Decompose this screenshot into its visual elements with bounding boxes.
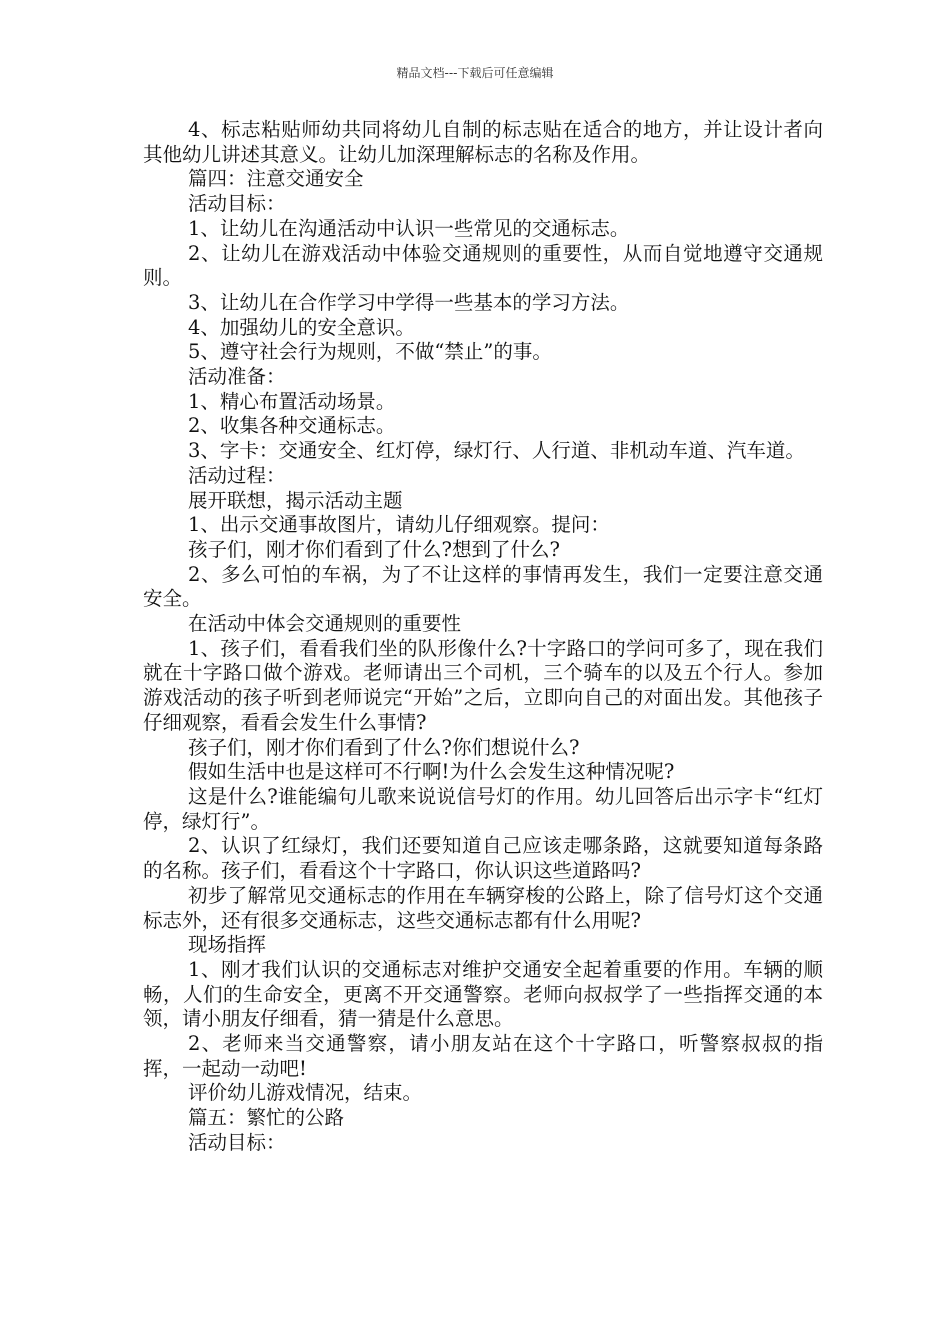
paragraph: 2、认识了红绿灯，我们还要知道自己应该走哪条路，这就要知道每条路的名称。孩子们，看看这个十字路口，你认识这些道路吗? — [143, 834, 823, 883]
paragraph: 假如生活中也是这样可不行啊!为什么会发生这种情况呢? — [188, 760, 675, 784]
page-header: 精品文档---下载后可任意编辑 — [396, 66, 554, 80]
section-heading: 篇四：注意交通安全 — [188, 167, 364, 191]
paragraph: 4、加强幼儿的安全意识。 — [188, 315, 415, 339]
paragraph: 2、收集各种交通标志。 — [188, 414, 396, 438]
paragraph: 3、字卡：交通安全、红灯停，绿灯行、人行道、非机动车道、汽车道。 — [188, 439, 805, 463]
subsection-heading: 活动准备： — [188, 365, 286, 389]
paragraph: 1、出示交通事故图片，请幼儿仔细观察。提问： — [188, 513, 610, 537]
subsection-heading: 活动目标： — [188, 192, 286, 216]
paragraph: 2、老师来当交通警察，请小朋友站在这个十字路口，听警察叔叔的指挥，一起动一动吧! — [143, 1032, 823, 1080]
paragraph: 3、让幼儿在合作学习中学得一些基本的学习方法。 — [188, 290, 630, 314]
paragraph: 5、遵守社会行为规则，不做“禁止”的事。 — [188, 340, 552, 364]
paragraph: 在活动中体会交通规则的重要性 — [188, 612, 462, 636]
section-heading: 篇五：繁忙的公路 — [188, 1106, 345, 1130]
paragraph: 1、精心布置活动场景。 — [188, 389, 396, 413]
paragraph: 孩子们，刚才你们看到了什么?想到了什么? — [188, 537, 560, 561]
paragraph: 展开联想，揭示活动主题 — [188, 488, 403, 512]
paragraph: 4、标志粘贴师幼共同将幼儿自制的标志贴在适合的地方，并让设计者向其他幼儿讲述其意义。让幼儿加深理解标志的名称及作用。 — [143, 118, 823, 166]
paragraph: 1、孩子们，看看我们坐的队形像什么?十字路口的学问可多了，现在我们就在十字路口做个游戏。老师请出三个司机，三个骑车的以及五个行人。参加游戏活动的孩子听到老师说完“开始”之后，立即向自己的对面出发。其他孩子仔细观察，看看会发生什么事情? — [143, 636, 823, 734]
subsection-heading: 活动过程： — [188, 463, 286, 487]
paragraph: 1、让幼儿在沟通活动中认识一些常见的交通标志。 — [188, 216, 630, 240]
paragraph: 2、多么可怕的车祸，为了不让这样的事情再发生，我们一定要注意交通安全。 — [143, 562, 823, 611]
paragraph: 2、让幼儿在游戏活动中体验交通规则的重要性，从而自觉地遵守交通规则。 — [143, 241, 823, 290]
paragraph: 现场指挥 — [188, 933, 267, 957]
paragraph: 这是什么?谁能编句儿歌来说说信号灯的作用。幼儿回答后出示字卡“红灯停，绿灯行”。 — [143, 784, 823, 833]
paragraph: 评价幼儿游戏情况，结束。 — [188, 1081, 423, 1105]
paragraph: 1、刚才我们认识的交通标志对维护交通安全起着重要的作用。车辆的顺畅，人们的生命安全，更离不开交通警察。老师向叔叔学了一些指挥交通的本领，请小朋友仔细看，猜一猜是什么意思。 — [143, 957, 823, 1031]
document-body — [143, 118, 823, 1156]
paragraph: 孩子们，刚才你们看到了什么?你们想说什么? — [188, 735, 580, 759]
subsection-heading: 活动目标： — [188, 1130, 286, 1154]
paragraph: 初步了解常见交通标志的作用在车辆穿梭的公路上，除了信号灯这个交通标志外，还有很多交通标志，这些交通标志都有什么用呢? — [143, 883, 823, 932]
